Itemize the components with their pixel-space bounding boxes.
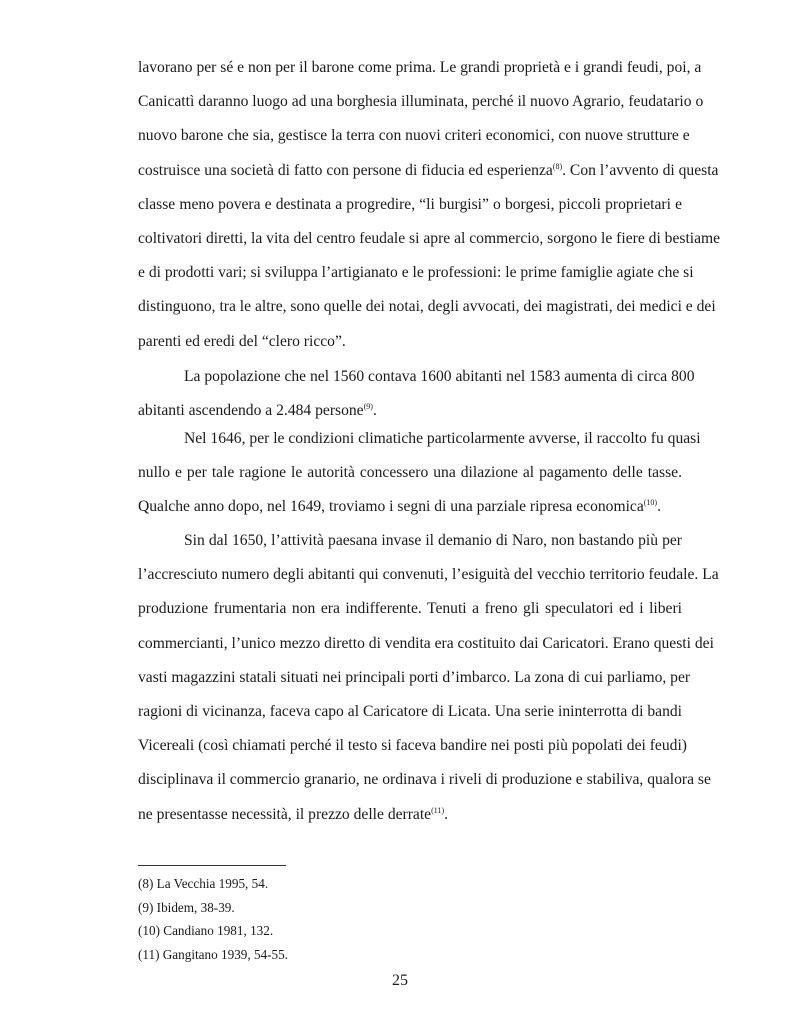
text-line: disciplinava il commercio granario, ne ordinava i riveli di produzione e stabiliva, qualora se: [138, 771, 711, 789]
text-line: e di prodotti vari; si sviluppa l’artigianato e le professioni: le prime famiglie agiate che si: [138, 264, 694, 282]
text-line: lavorano per sé e non per il barone come prima. Le grandi proprietà e i grandi feudi, poi, a: [138, 59, 702, 76]
page-number: 25: [392, 972, 408, 989]
text-line: La popolazione che nel 1560 contava 1600 abitanti nel 1583 aumenta di circa 800: [184, 368, 695, 385]
footnote-ref: (8): [552, 161, 563, 171]
footnote-ref: (10): [643, 498, 658, 508]
text-line: costruisce una società di fatto con persone di fiducia ed esperienza$^{(8)}$. Con l’avvento di questa: [138, 161, 719, 179]
footnote-ref: (11): [431, 805, 445, 815]
text-line: Nel 1646, per le condizioni climatiche particolarmente avverse, il raccolto fu quasi: [184, 430, 701, 447]
text-line: parenti ed eredi del “clero ricco”.: [138, 332, 346, 350]
text-line: Canicattì daranno luogo ad una borghesia illuminata, perché il nuovo Agrario, feudatario o: [138, 93, 704, 111]
footnote: (8) La Vecchia 1995, 54.: [138, 876, 269, 891]
text-line: commercianti, l’unico mezzo diretto di vendita era costituito dai Caricatori. Erano questi dei: [138, 634, 714, 652]
text-line: Qualche anno dopo, nel 1649, troviamo i segni di una parziale ripresa economica$^{(10)}$.: [138, 498, 661, 516]
text-line: l’accresciuto numero degli abitanti qui convenuti, l’esiguità del vecchio territorio feudale. La: [138, 566, 719, 584]
footnote: (10) Candiano 1981, 132.: [138, 923, 274, 938]
text-line: distinguono, tra le altre, sono quelle dei notai, degli avvocati, dei magistrati, dei medici e dei: [138, 298, 716, 316]
text-line: vasti magazzini statali situati nei principali porti d’imbarco. La zona di cui parliamo, per: [138, 668, 691, 686]
text-line: Vicereali (così chiamati perché il testo si faceva bandire nei posti più popolati dei feudi): [138, 737, 687, 755]
footnote: (11) Gangitano 1939, 54-55.: [138, 946, 289, 962]
footnote-separator: [138, 865, 286, 866]
text-line: nullo e per tale ragione le autorità concessero una dilazione al pagamento delle tasse.: [138, 464, 682, 482]
text-line: Sin dal 1650, l’attività paesana invase il demanio di Naro, non bastando più per: [184, 532, 682, 549]
text-line: produzione frumentaria non era indifferente. Tenuti a freno gli speculatori ed i liberi: [138, 600, 682, 618]
text-line: coltivatori diretti, la vita del centro feudale si apre al commercio, sorgono le fiere di bestiame: [138, 230, 721, 247]
text-line: abitanti ascendendo a 2.484 persone$^{(9)}$.: [138, 402, 377, 420]
text-line: ne presentasse necessità, il prezzo delle derrate$^{(11)}$.: [138, 805, 449, 823]
text-line: ragioni di vicinanza, faceva capo al Caricatore di Licata. Una serie ininterrotta di bandi: [138, 703, 682, 720]
text-line: classe meno povera e destinata a progredire, “li burgisi” o borgesi, piccoli proprietari e: [138, 195, 682, 213]
text-line: nuovo barone che sia, gestisce la terra con nuovi criteri economici, con nuove strutture e: [138, 127, 690, 145]
footnote: (9) Ibidem, 38-39.: [138, 899, 235, 915]
footnote-ref: (9): [363, 402, 373, 412]
